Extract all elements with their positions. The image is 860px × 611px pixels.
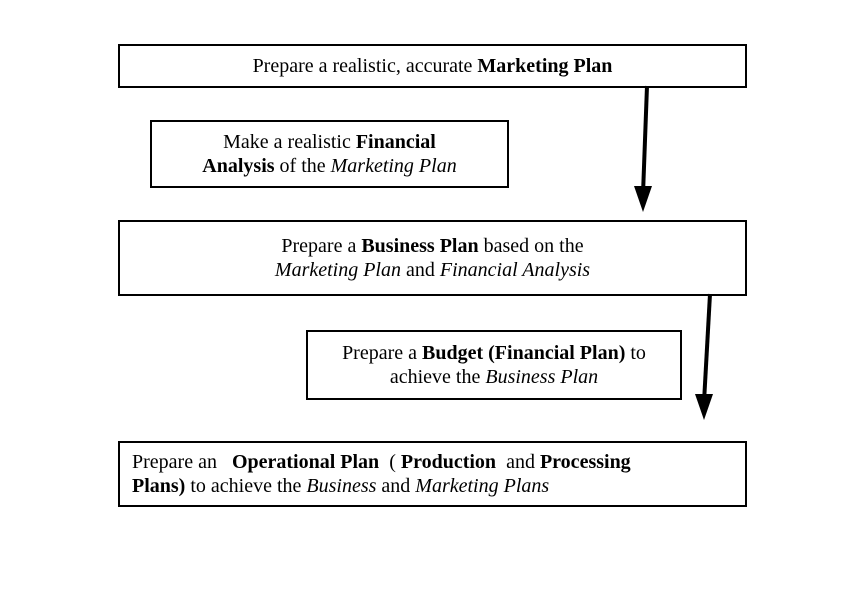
box-text-line: Marketing Plan and Financial Analysis — [274, 259, 591, 281]
arrow-marketing-to-business-icon — [622, 86, 668, 216]
flowchart-box-financial-analysis — [150, 120, 509, 188]
box-text-line: Prepare a Business Plan based on the — [281, 234, 584, 257]
box-text-line: Prepare an Operational Plan ( Production and Processing — [132, 450, 631, 473]
flowchart-box-marketing-plan — [118, 44, 747, 88]
box-text-line: Prepare a Budget (Financial Plan) to — [342, 341, 646, 364]
box-text-line: achieve the Business Plan — [389, 366, 599, 388]
box-text-line: Prepare a realistic, accurate Marketing Plan — [252, 54, 613, 77]
flowchart-box-operational-plan — [118, 441, 747, 507]
arrow-business-to-operational-icon — [684, 294, 730, 424]
flowchart-box-budget — [306, 330, 682, 400]
flowchart-box-business-plan — [118, 220, 747, 296]
box-text-line: Make a realistic Financial — [223, 130, 436, 153]
box-text-line: Analysis of the Marketing Plan — [202, 155, 457, 177]
box-text-line: Plans) to achieve the Business and Marketing Plans — [132, 475, 550, 497]
